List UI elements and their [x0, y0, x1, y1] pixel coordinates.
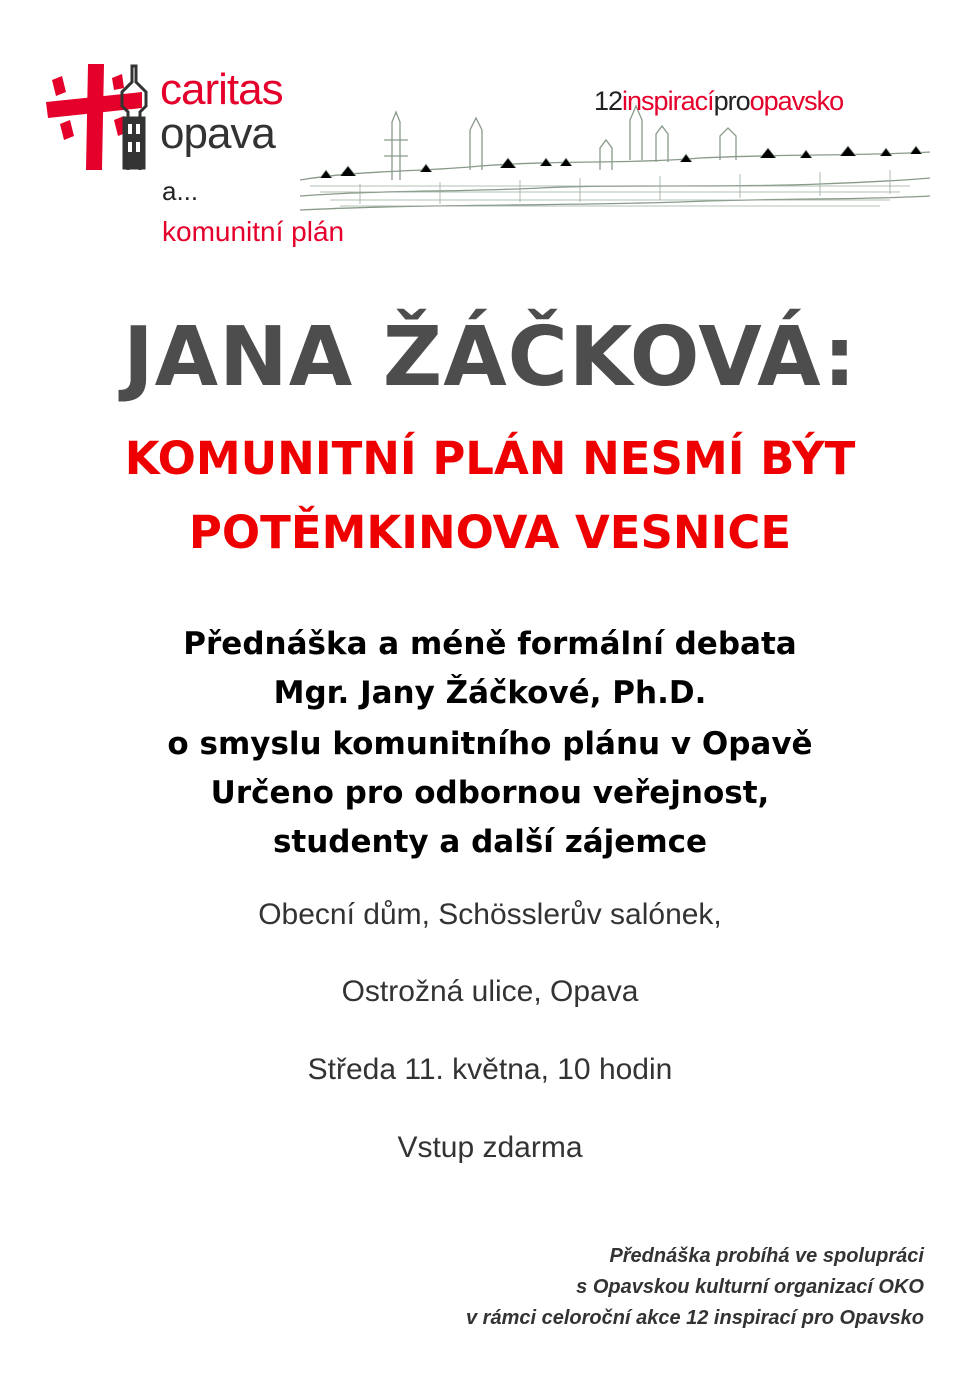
- header-subtitle: komunitní plán: [162, 216, 345, 247]
- campaign-word-inspiraci: inspirací: [622, 86, 714, 116]
- city-skyline-icon: [300, 100, 930, 220]
- subtitle-line-2: POTĚMKINOVA VESNICE: [188, 506, 792, 559]
- campaign-number: 12: [594, 86, 623, 116]
- footer-line-1: Přednáška probíhá ve spolupráci: [609, 1245, 924, 1267]
- campaign-word-pro: pro: [713, 86, 750, 116]
- caritas-cross-icon: [42, 62, 162, 172]
- admission-text: Vstup zdarma: [397, 1131, 583, 1164]
- venue-text: Obecní dům, Schösslerův salónek,: [258, 898, 722, 931]
- page-title: JANA ŽÁČKOVÁ:: [123, 310, 857, 405]
- date-time-text: Středa 11. května, 10 hodin: [307, 1053, 673, 1086]
- address-text: Ostrožná ulice, Opava: [341, 975, 639, 1008]
- description-line-2: Mgr. Jany Žáčkové, Ph.D.: [273, 675, 707, 711]
- logo-tail-text: a...: [162, 176, 199, 206]
- tower-icon: [122, 66, 146, 170]
- description-line-4: Určeno pro odbornou veřejnost,: [210, 775, 770, 811]
- description-line-1: Přednáška a méně formální debata: [183, 626, 797, 662]
- logo-wordmark-opava: opava: [160, 109, 275, 158]
- subtitle-line-1: KOMUNITNÍ PLÁN NESMÍ BÝT: [124, 432, 856, 485]
- footer-line-3: v rámci celoroční akce 12 inspirací pro Opavsko: [466, 1307, 924, 1329]
- logo-wordmark-caritas: caritas: [160, 65, 283, 114]
- campaign-title: [594, 86, 843, 117]
- footer-line-2: s Opavskou kulturní organizací OKO: [576, 1276, 924, 1298]
- description-line-3: o smyslu komunitního plánu v Opavě: [167, 726, 813, 762]
- description-line-5: studenty a další zájemce: [272, 824, 708, 860]
- campaign-word-opavsko: opavsko: [749, 86, 844, 116]
